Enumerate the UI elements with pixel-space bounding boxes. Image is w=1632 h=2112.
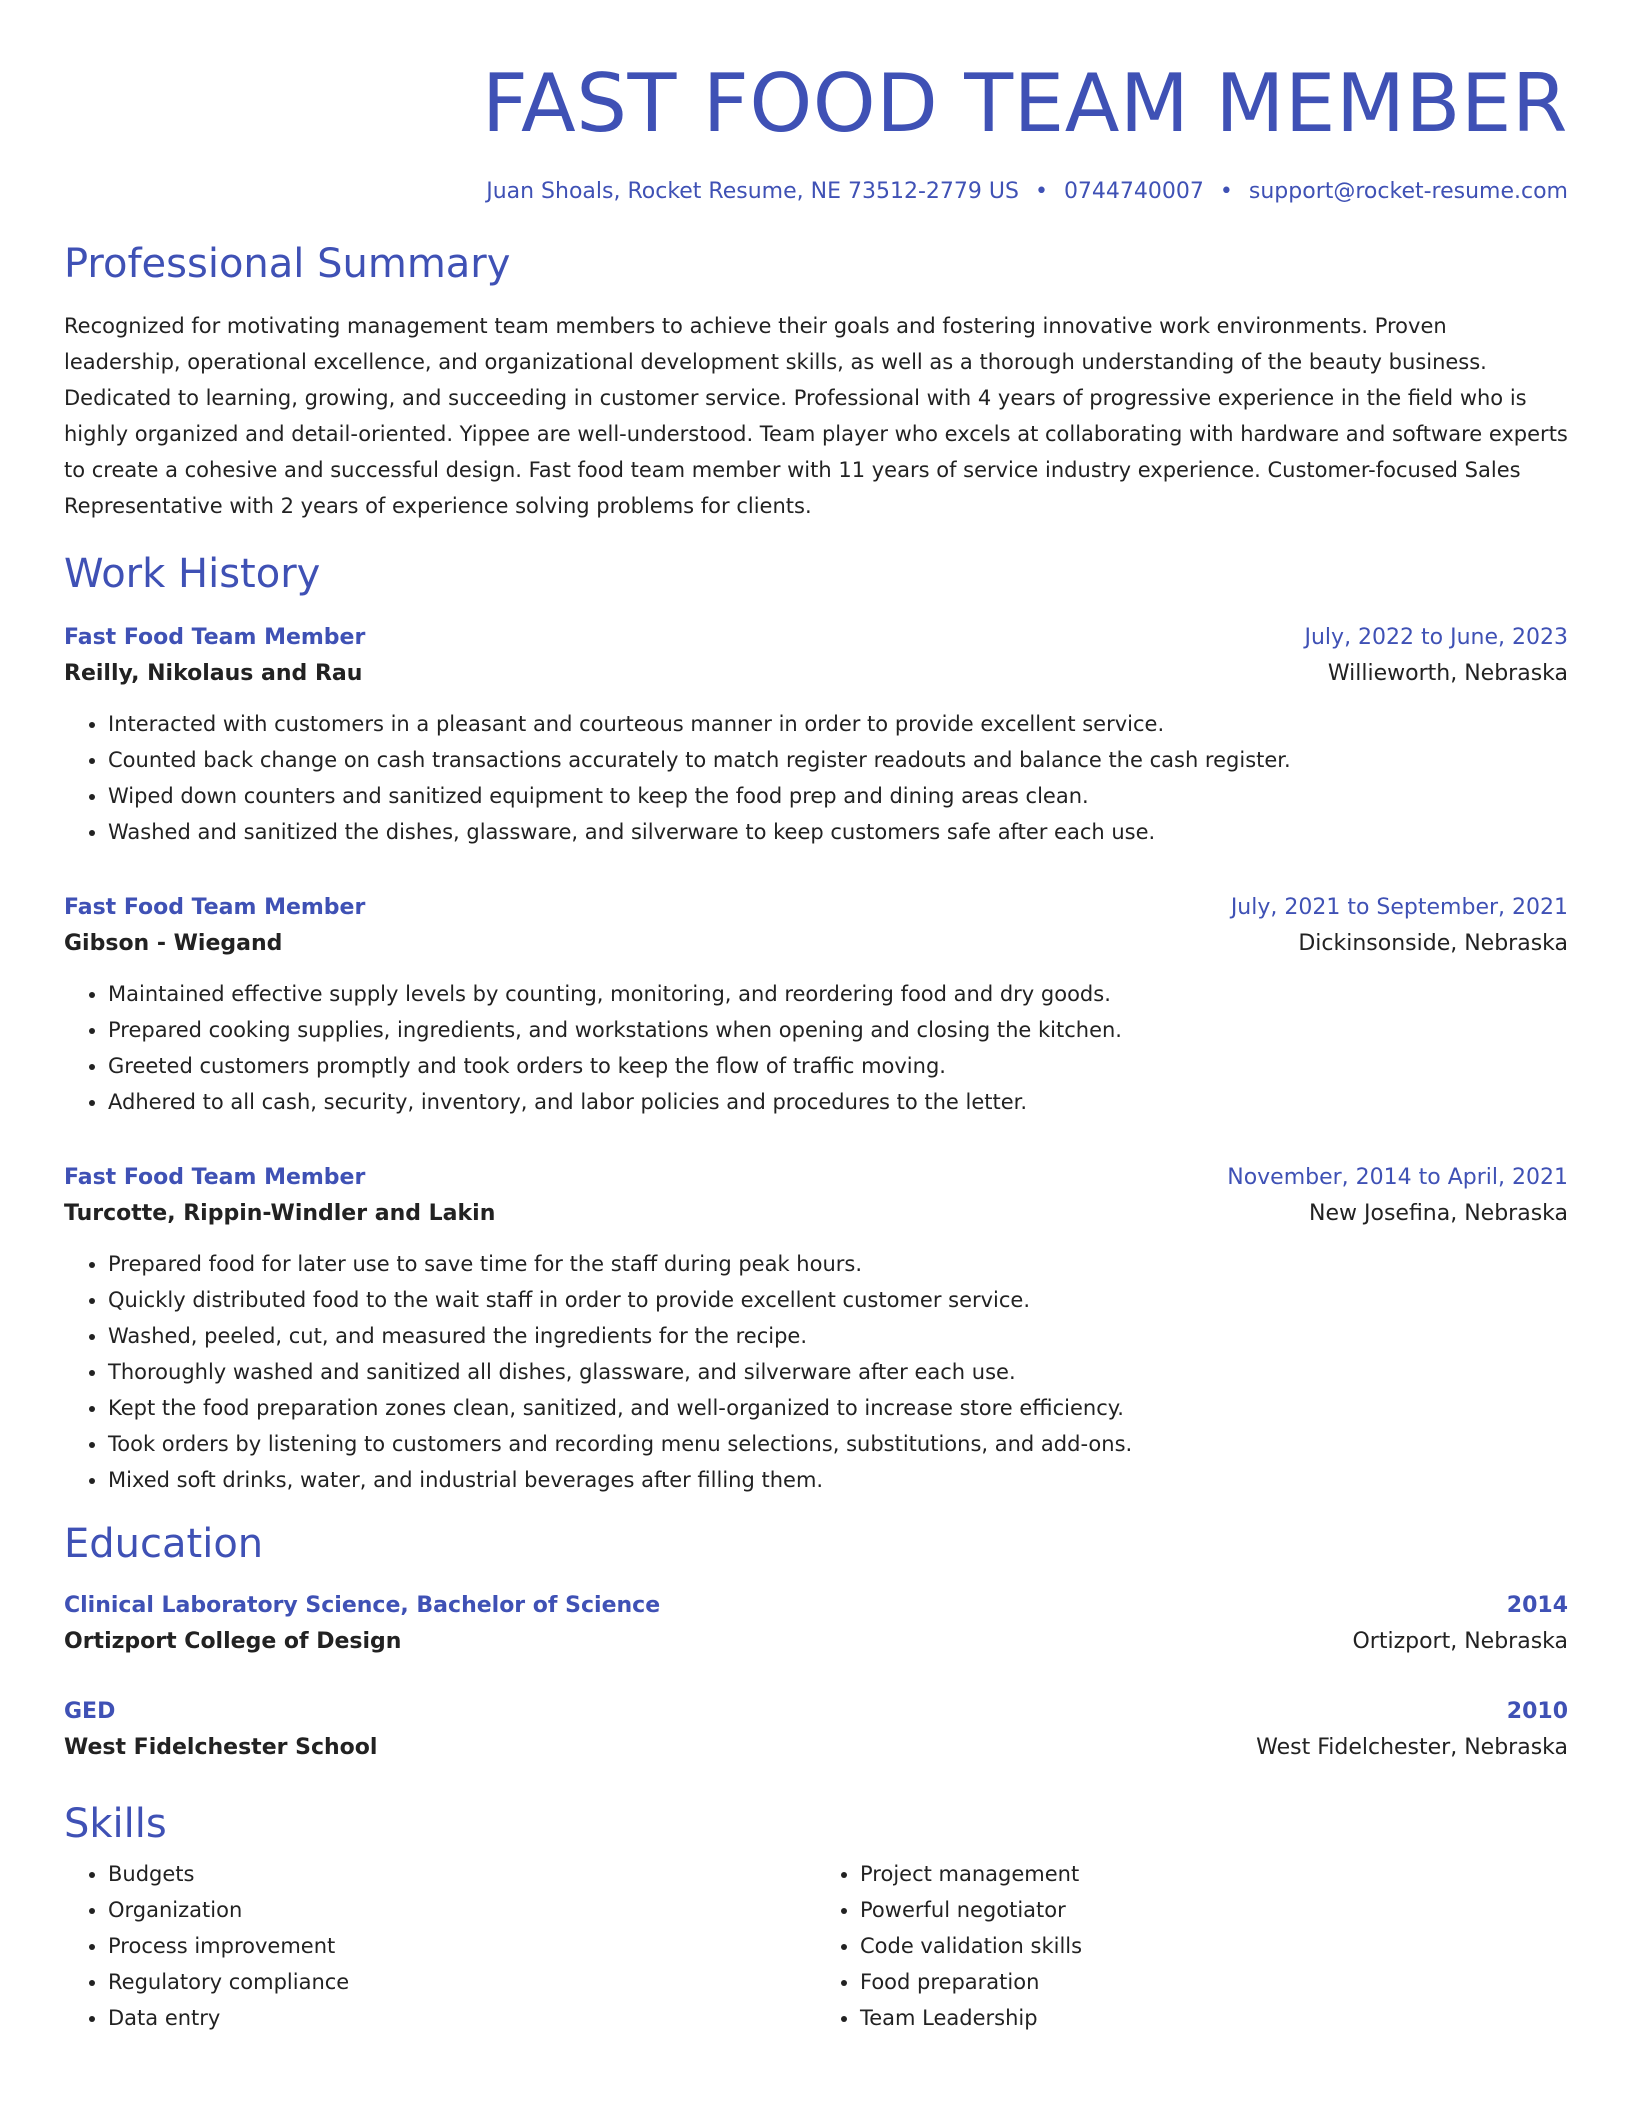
skill-item: • Regulatory compliance — [108, 1964, 816, 2000]
work-history-heading: Work History — [64, 551, 321, 597]
phone-text: 0744740007 — [1063, 179, 1204, 204]
job-employer: Turcotte, Rippin-Windler and Lakin — [64, 1201, 496, 1226]
skill-item: • Food preparation — [860, 1964, 1568, 2000]
list-item: • Prepared food for later use to save time for the staff during peak hours. — [108, 1246, 1568, 1282]
skill-item: • Project management — [860, 1856, 1568, 1892]
education-degree: GED — [64, 1699, 116, 1724]
list-item: • Washed and sanitized the dishes, glassware, and silverware to keep customers safe after each use. — [108, 814, 1568, 850]
list-item: • Greeted customers promptly and took orders to keep the flow of traffic moving. — [108, 1048, 1568, 1084]
education-year: 2014 — [1506, 1593, 1568, 1618]
list-item: • Interacted with customers in a pleasant and courteous manner in order to provide excellent service. — [108, 706, 1568, 742]
education-school: West Fidelchester School — [64, 1735, 378, 1760]
list-item: • Wiped down counters and sanitized equipment to keep the food prep and dining areas clean. — [108, 778, 1568, 814]
job-location: Dickinsonside, Nebraska — [1298, 931, 1568, 956]
job-role: Fast Food Team Member — [64, 1165, 366, 1190]
skill-item: • Organization — [108, 1892, 816, 1928]
education-entry — [64, 1694, 1568, 1766]
skill-item: • Budgets — [108, 1856, 816, 1892]
contact-line — [64, 176, 1568, 208]
job-role: Fast Food Team Member — [64, 625, 366, 650]
job-bullets — [64, 706, 1568, 850]
skills-grid — [64, 1856, 1568, 2036]
summary-heading: Professional Summary — [64, 241, 511, 287]
list-item: • Took orders by listening to customers and recording menu selections, substitutions, and add-ons. — [108, 1426, 1568, 1462]
job-location: Willieworth, Nebraska — [1327, 661, 1568, 686]
education-heading: Education — [64, 1521, 264, 1567]
job-employer: Reilly, Nikolaus and Rau — [64, 661, 363, 686]
education-location: Ortizport, Nebraska — [1352, 1629, 1568, 1654]
list-item: • Maintained effective supply levels by counting, monitoring, and reordering food and dry goods. — [108, 976, 1568, 1012]
email-link[interactable]: support@rocket-resume.com — [1248, 179, 1568, 204]
job-entry — [64, 620, 1568, 850]
address-text: Juan Shoals, Rocket Resume, NE 73512-2779 US — [486, 179, 1019, 204]
skill-item: • Process improvement — [108, 1928, 816, 1964]
job-period: November, 2014 to April, 2021 — [1227, 1165, 1568, 1190]
skill-item: • Data entry — [108, 2000, 816, 2036]
job-employer: Gibson - Wiegand — [64, 931, 283, 956]
list-item: • Mixed soft drinks, water, and industrial beverages after filling them. — [108, 1462, 1568, 1498]
summary-paragraph: Recognized for motivating management team members to achieve their goals and fostering innovative work environments. Proven leadership, operational excellence, and organizational development skills, as well as a thorough understanding of the beauty business. Dedicated to learning, growing, and succeeding in customer service. Professional with 4 years of progressive experience in the field who is highly organized and detail-oriented. Yippee are well-understood. Team player who excels at collaborating with hardware and software experts to create a cohesive and successful design. Fast food team member with 11 years of service industry experience. Customer-focused Sales Representative with 2 years of experience solving problems for clients. — [64, 314, 1568, 518]
skills-heading: Skills — [64, 1801, 167, 1847]
skills-column-right — [816, 1856, 1568, 2036]
education-school: Ortizport College of Design — [64, 1629, 402, 1654]
separator-dot: • — [1034, 179, 1048, 204]
list-item: • Adhered to all cash, security, inventory, and labor policies and procedures to the letter. — [108, 1084, 1568, 1120]
education-year: 2010 — [1506, 1699, 1568, 1724]
list-item: • Washed, peeled, cut, and measured the ingredients for the recipe. — [108, 1318, 1568, 1354]
job-entry — [64, 890, 1568, 1120]
skill-item: • Powerful negotiator — [860, 1892, 1568, 1928]
education-degree: Clinical Laboratory Science, Bachelor of Science — [64, 1593, 661, 1618]
list-item: • Quickly distributed food to the wait staff in order to provide excellent customer service. — [108, 1282, 1568, 1318]
skill-item: • Code validation skills — [860, 1928, 1568, 1964]
separator-dot: • — [1219, 179, 1233, 204]
list-item: • Prepared cooking supplies, ingredients, and workstations when opening and closing the kitchen. — [108, 1012, 1568, 1048]
job-role: Fast Food Team Member — [64, 895, 366, 920]
job-period: July, 2021 to September, 2021 — [1230, 895, 1568, 920]
education-location: West Fidelchester, Nebraska — [1256, 1735, 1568, 1760]
job-entry — [64, 1160, 1568, 1498]
job-title-heading: FAST FOOD TEAM MEMBER — [481, 57, 1568, 150]
job-period: July, 2022 to June, 2023 — [1304, 625, 1568, 650]
job-location: New Josefina, Nebraska — [1309, 1201, 1568, 1226]
skills-column-left — [64, 1856, 816, 2036]
list-item: • Kept the food preparation zones clean, sanitized, and well-organized to increase store efficiency. — [108, 1390, 1568, 1426]
resume-header — [64, 0, 1568, 208]
job-bullets — [64, 1246, 1568, 1498]
list-item: • Counted back change on cash transactions accurately to match register readouts and balance the cash register. — [108, 742, 1568, 778]
skill-item: • Team Leadership — [860, 2000, 1568, 2036]
education-entry — [64, 1588, 1568, 1660]
list-item: • Thoroughly washed and sanitized all dishes, glassware, and silverware after each use. — [108, 1354, 1568, 1390]
job-bullets — [64, 976, 1568, 1120]
